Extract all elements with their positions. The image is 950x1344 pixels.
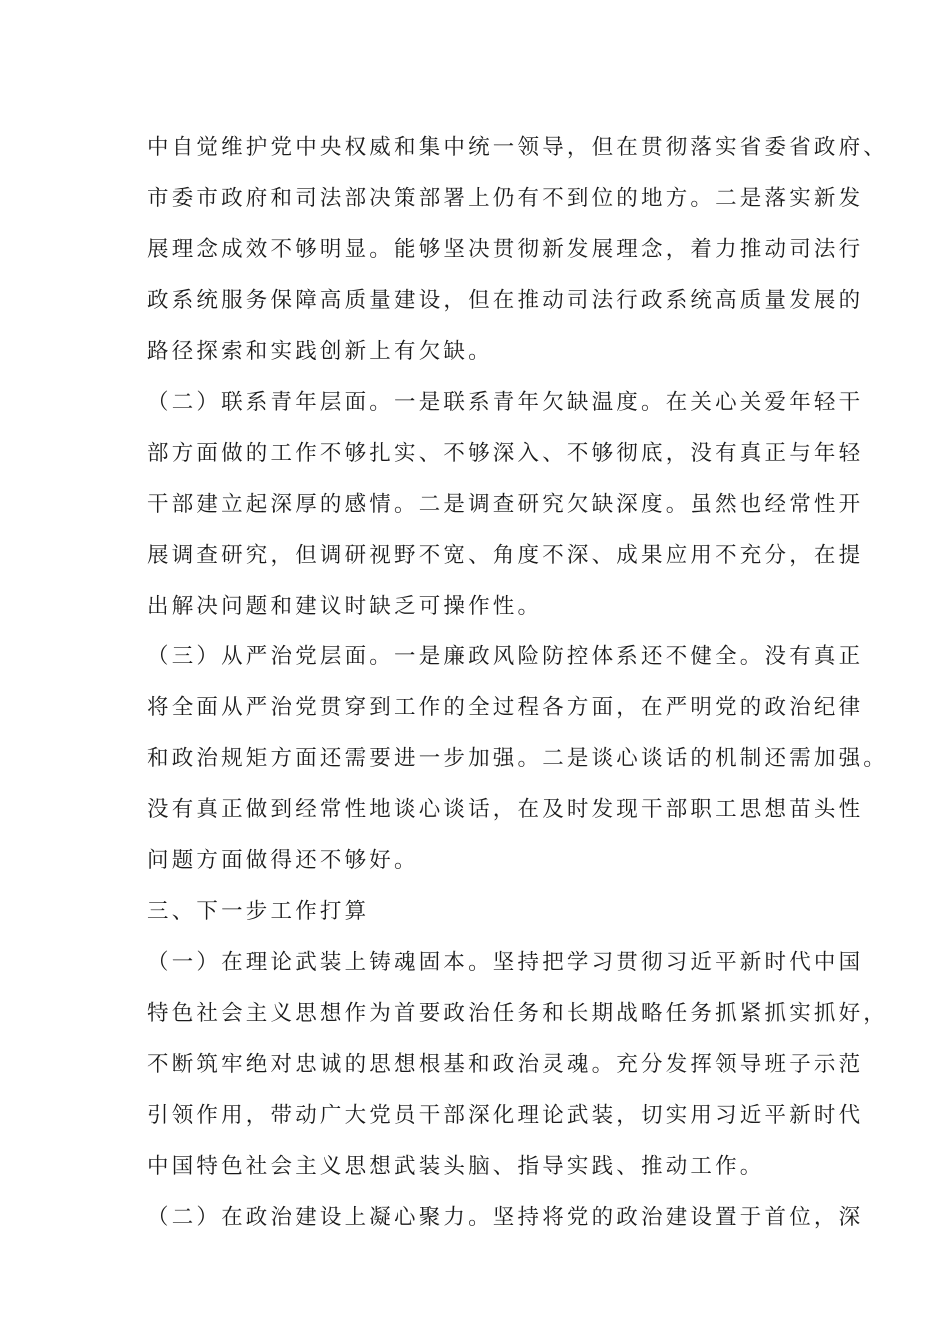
- section-heading-3: （三）从严治党层面。一是廉政风险防控体系还不健全。没有真正: [147, 644, 864, 669]
- text-line: 干部建立起深厚的感情。二是调查研究欠缺深度。虽然也经常性开: [147, 492, 864, 517]
- text-line: 路径探索和实践创新上有欠缺。: [147, 339, 493, 364]
- text-line: 中自觉维护党中央权威和集中统一领导，但在贯彻落实省委省政府、: [147, 135, 889, 160]
- text-line: 展理念成效不够明显。能够坚决贯彻新发展理念，着力推动司法行: [147, 237, 864, 262]
- text-line: 将全面从严治党贯穿到工作的全过程各方面，在严明党的政治纪律: [147, 695, 864, 720]
- text-line: 和政治规矩方面还需要进一步加强。二是谈心谈话的机制还需加强。: [147, 746, 889, 771]
- text-line: 特色社会主义思想作为首要政治任务和长期战略任务抓紧抓实抓好，: [147, 1001, 889, 1026]
- text-line: 没有真正做到经常性地谈心谈话，在及时发现干部职工思想苗头性: [147, 797, 864, 822]
- text-line: 展调查研究，但调研视野不宽、角度不深、成果应用不充分，在提: [147, 543, 864, 568]
- text-line: 政系统服务保障高质量建设，但在推动司法行政系统高质量发展的: [147, 288, 864, 313]
- text-line: 部方面做的工作不够扎实、不够深入、不够彻底，没有真正与年轻: [147, 441, 864, 466]
- text-line: 市委市政府和司法部决策部署上仍有不到位的地方。二是落实新发: [147, 186, 864, 211]
- text-line: 引领作用，带动广大党员干部深化理论武装，切实用习近平新时代: [147, 1103, 864, 1128]
- text-line: 问题方面做得还不够好。: [147, 848, 419, 873]
- text-line: 出解决问题和建议时缺乏可操作性。: [147, 594, 543, 619]
- chapter-heading: 三、下一步工作打算: [147, 899, 370, 924]
- section-heading-2: （二）联系青年层面。一是联系青年欠缺温度。在关心关爱年轻干: [147, 390, 864, 415]
- section-heading-1: （一）在理论武装上铸魂固本。坚持把学习贯彻习近平新时代中国: [147, 950, 864, 975]
- section-heading-2: （二）在政治建设上凝心聚力。坚持将党的政治建设置于首位，深: [147, 1205, 864, 1230]
- text-line: 不断筑牢绝对忠诚的思想根基和政治灵魂。充分发挥领导班子示范: [147, 1052, 864, 1077]
- text-line: 中国特色社会主义思想武装头脑、指导实践、推动工作。: [147, 1154, 765, 1179]
